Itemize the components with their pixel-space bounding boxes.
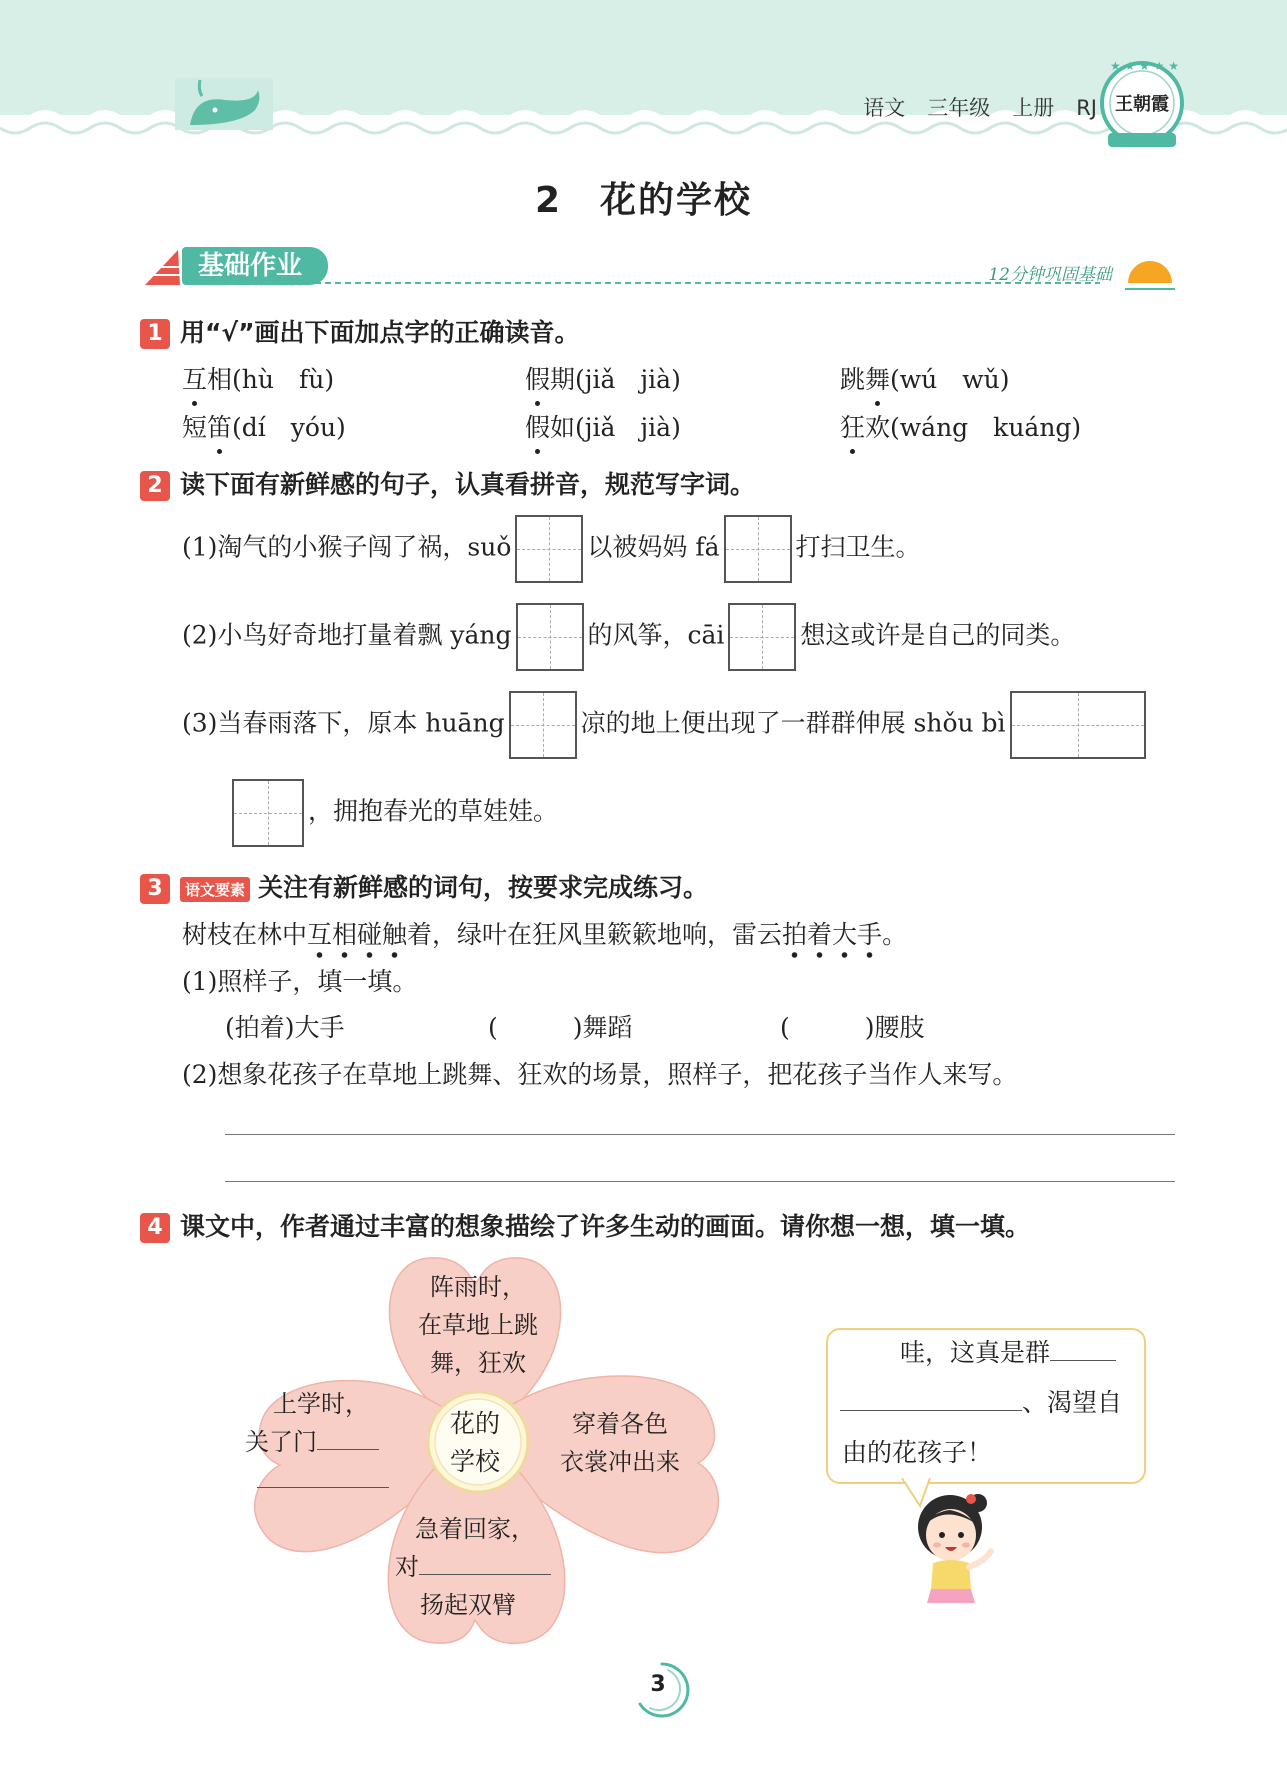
q3-sub2: (2)想象花孩子在草地上跳舞、狂欢的场景，照样子，把花孩子当作人来写。 <box>182 1060 1018 1089</box>
q3-fill-1[interactable]: ( )舞蹈 <box>488 1013 633 1042</box>
q2-l1-text-a: (1)淘气的小猴子闯了祸，suǒ <box>182 532 512 562</box>
center-line-1: 花的 <box>449 1409 500 1438</box>
page-title: 2 花的学校 <box>534 180 753 221</box>
bubble-text-2: 、渴望自 <box>1022 1388 1123 1417</box>
q2-title-row <box>140 465 755 501</box>
logo-text: 王朝霞 <box>1115 94 1169 115</box>
q1-item-3[interactable]: 跳舞(wú wǔ) <box>840 360 1010 396</box>
q3-sub1: (1)照样子，填一填。 <box>182 967 418 996</box>
q2-l2-text-a: (2)小鸟好奇地打量着飘 yáng <box>182 620 512 650</box>
edition-label: RJ <box>1076 96 1097 120</box>
bubble-blank-2[interactable] <box>840 1410 1022 1411</box>
petal-left-line-1: 上学时， <box>273 1390 369 1418</box>
q2-line-3 <box>182 691 1150 759</box>
section-label: 基础作业 <box>182 247 328 285</box>
q3-sentence-mid: 着，绿叶在狂风里簌簌地响，雷云 <box>407 920 783 949</box>
q2-box-shoubi-2[interactable] <box>232 779 304 847</box>
q1-item-5[interactable]: 假如(jiǎ jià) <box>525 408 681 444</box>
q1-item-1[interactable]: 互相(hù fù) <box>182 360 334 396</box>
petal-top-text <box>398 1268 558 1382</box>
bubble-blank-1[interactable] <box>1050 1360 1116 1361</box>
q2-l3-text-b: 凉的地上便出现了一群群伸展 shǒu bì <box>580 708 1006 738</box>
bubble-line-3: 由的花孩子！ <box>842 1438 993 1467</box>
q2-line-1 <box>182 515 921 583</box>
section-time-note: 12分钟巩固基础 <box>988 265 1112 285</box>
q2-l1-text-c: 打扫卫生。 <box>795 532 921 562</box>
petal-left-blank-1[interactable] <box>317 1449 379 1450</box>
petal-bottom-text <box>395 1510 565 1624</box>
q4-title: 课文中，作者通过丰富的想象描绘了许多生动的画面。请你想一想，填一填。 <box>180 1212 1031 1241</box>
q3-sentence-post: 。 <box>882 920 908 949</box>
petal-top-line-2: 在草地上跳 <box>418 1311 538 1339</box>
girl-illustration <box>905 1485 1005 1610</box>
petal-right-text <box>545 1405 695 1481</box>
q1-item-4[interactable]: 短笛(dí yóu) <box>182 408 346 444</box>
subject-label: 语文 <box>863 96 906 120</box>
q2-box-yang[interactable] <box>516 603 584 671</box>
flower-center-text <box>435 1405 515 1481</box>
petal-bottom-line-1: 急着回家， <box>415 1515 535 1543</box>
petal-left-blank-2[interactable] <box>257 1487 389 1488</box>
q2-box-fa[interactable] <box>724 515 792 583</box>
q2-l2-text-c: 想这或许是自己的同类。 <box>800 620 1076 650</box>
q1-item-6[interactable]: 狂欢(wáng kuáng) <box>840 408 1081 444</box>
header-wave-band <box>0 0 1287 150</box>
q2-l2-text-b: 的风筝，cāi <box>587 620 725 650</box>
grade-label: 三年级 <box>927 96 991 120</box>
q4-title-row <box>140 1207 1030 1243</box>
q1-title: 用“√”画出下面加点字的正确读音。 <box>180 318 580 347</box>
bubble-line-2 <box>840 1378 1122 1428</box>
petal-bottom-blank[interactable] <box>419 1574 551 1575</box>
q2-box-huang[interactable] <box>509 691 577 759</box>
q2-line-4 <box>228 779 558 847</box>
q3-sentence-pre: 树枝在林中 <box>182 920 308 949</box>
whale-icon <box>175 78 273 130</box>
q3-sentence <box>182 915 907 951</box>
volume-label: 上册 <box>1012 96 1055 120</box>
q3-number: 3 <box>140 874 170 904</box>
q3-title-row <box>140 868 708 904</box>
q3-title: 关注有新鲜感的词句，按要求完成练习。 <box>258 873 709 902</box>
bubble-line-1 <box>900 1328 1116 1378</box>
petal-bottom-line-3: 扬起双臂 <box>420 1591 516 1619</box>
petal-top-line-1: 阵雨时， <box>430 1273 526 1301</box>
petal-bottom-line-2: 对 <box>395 1553 419 1581</box>
q2-l4-text: ，拥抱春光的草娃娃。 <box>308 796 559 826</box>
q3-answer-line-2[interactable] <box>225 1181 1175 1182</box>
q2-box-suo[interactable] <box>515 515 583 583</box>
q3-dotted-phrase-2: 拍着大手 <box>782 920 882 959</box>
q3-example: (拍着)大手 <box>225 1013 345 1042</box>
q3-dotted-phrase-1: 互相碰触 <box>307 920 407 959</box>
q2-line-2 <box>182 603 1075 671</box>
q2-title: 读下面有新鲜感的句子，认真看拼音，规范写字词。 <box>180 470 756 499</box>
q2-l3-text-a: (3)当春雨落下，原本 huāng <box>182 708 505 738</box>
petal-left-text <box>245 1385 405 1499</box>
q1-number: 1 <box>140 319 170 349</box>
q3-badge: 语文要素 <box>180 877 250 902</box>
petal-right-line-2: 衣裳冲出来 <box>560 1448 680 1476</box>
center-line-2: 学校 <box>449 1447 500 1476</box>
q3-fill-2[interactable]: ( )腰肢 <box>780 1013 925 1042</box>
q2-box-cai[interactable] <box>728 603 796 671</box>
header-meta <box>841 92 1097 122</box>
petal-right-line-1: 穿着各色 <box>572 1410 668 1438</box>
petal-left-line-2: 关了门 <box>245 1428 317 1456</box>
q2-number: 2 <box>140 471 170 501</box>
q1-title-row <box>140 313 580 349</box>
q2-box-shoubi[interactable] <box>1010 691 1146 759</box>
svg-text:★ ★ ★ ★ ★: ★ ★ ★ ★ ★ <box>1110 59 1180 73</box>
q3-answer-line-1[interactable] <box>225 1134 1175 1135</box>
page-number: 3 <box>650 1672 666 1697</box>
petal-top-line-3: 舞，狂欢 <box>430 1349 526 1377</box>
q4-number: 4 <box>140 1213 170 1243</box>
q2-l1-text-b: 以被妈妈 fá <box>587 532 720 562</box>
bubble-text-1: 哇，这真是群 <box>900 1338 1051 1367</box>
q1-item-2[interactable]: 假期(jiǎ jià) <box>525 360 681 396</box>
